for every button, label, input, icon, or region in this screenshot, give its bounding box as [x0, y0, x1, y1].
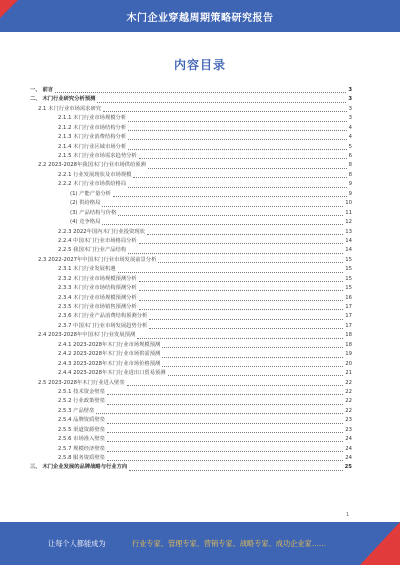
toc-entry-page: 12 — [345, 219, 352, 226]
toc-entry[interactable] — [26, 171, 352, 180]
toc-entry-title: 2.3.2 木门行业市场规模预测分析 — [58, 275, 137, 282]
toc-entry[interactable] — [26, 180, 352, 189]
toc-entry-page: 16 — [345, 294, 352, 301]
toc-entry-title: 2.5.8 服务资质壁垒 — [58, 455, 105, 462]
toc-entry-page: 11 — [345, 209, 352, 216]
toc-entry-page: 15 — [345, 275, 352, 282]
toc-entry-title: 2.2.5 我国木门行业产品结构 — [58, 247, 127, 254]
toc-entry-title: 2.3.7 中国木门行业市场发展趋势分析 — [58, 322, 148, 329]
toc-entry-page: 22 — [345, 398, 352, 405]
toc-entry[interactable] — [26, 369, 352, 378]
toc-entry-page: 3 — [348, 96, 352, 103]
toc-entry[interactable] — [26, 416, 352, 425]
toc-entry[interactable] — [26, 341, 352, 350]
toc-entry-page: 17 — [345, 313, 352, 320]
toc-entry-title: 2.1.5 木门行业市场需求趋势分析 — [58, 153, 137, 160]
toc-entry[interactable] — [26, 209, 352, 218]
toc-entry-title: 二、 木门行业研究分析预测 — [30, 96, 96, 103]
toc-entry[interactable] — [26, 397, 352, 406]
toc-entry-title: 2.5 2023-2028年木门行业进入壁垒 — [38, 379, 125, 386]
toc-entry[interactable] — [26, 152, 352, 161]
toc-dot-leader — [158, 262, 343, 263]
toc-entry-title: (3) 产品结构与价格 — [70, 209, 117, 216]
footer-slogan: 让每个人都能成为 — [48, 539, 106, 548]
toc-entry-title: 2.4 2023-2028年中国木门行业发展预测 — [38, 332, 136, 339]
toc-dot-leader — [107, 423, 343, 424]
toc-dot-leader — [55, 92, 346, 93]
toc-entry[interactable] — [26, 95, 352, 104]
toc-entry[interactable] — [26, 454, 352, 463]
toc-entry[interactable] — [26, 86, 352, 95]
toc-dot-leader — [107, 394, 343, 395]
toc-dot-leader — [168, 375, 344, 376]
footer-roles: 行业专家、管理专家、营销专家、战略专家、成功企业家…… — [132, 539, 327, 548]
toc-entry[interactable] — [26, 445, 352, 454]
toc-entry-title: 2.3 2022-2027年中国木门行业市场发展前景分析 — [38, 256, 157, 263]
toc-entry-page: 15 — [345, 256, 352, 263]
toc-entry-title: 2.5.1 技术资金壁垒 — [58, 388, 105, 395]
toc-dot-leader — [139, 300, 344, 301]
toc-entry[interactable] — [26, 114, 352, 123]
toc-dot-leader — [139, 281, 344, 282]
toc-entry-page: 24 — [345, 455, 352, 462]
toc-dot-leader — [107, 432, 343, 433]
toc-entry-title: 2.5.4 品牌资质壁垒 — [58, 417, 105, 424]
toc-dot-leader — [139, 243, 344, 244]
toc-entry-title: (2) 供给格局 — [70, 200, 101, 207]
toc-entry[interactable] — [26, 379, 352, 388]
toc-dot-leader — [113, 196, 347, 197]
toc-dot-leader — [139, 290, 344, 291]
toc-entry[interactable] — [26, 199, 352, 208]
toc-dot-leader — [148, 168, 347, 169]
toc-entry-page: 3 — [348, 105, 352, 112]
toc-dot-leader — [162, 366, 343, 367]
toc-dot-leader — [128, 139, 346, 140]
toc-entry-page: 3 — [348, 115, 352, 122]
toc-entry-page: 14 — [345, 237, 352, 244]
toc-entry-page: 17 — [345, 322, 352, 329]
toc-entry-page: 25 — [344, 464, 352, 471]
toc-entry[interactable] — [26, 143, 352, 152]
toc-entry-page: 8 — [348, 171, 352, 178]
toc-entry[interactable] — [26, 331, 352, 340]
toc-dot-leader — [102, 206, 343, 207]
toc-entry[interactable] — [26, 218, 352, 227]
toc-entry-page: 22 — [345, 388, 352, 395]
toc-entry-title: 2.3.4 木门行业市场规模预测分析 — [58, 294, 137, 301]
toc-entry[interactable] — [26, 350, 352, 359]
toc-entry-page: 4 — [348, 134, 352, 141]
toc-dot-leader — [162, 347, 343, 348]
toc-entry-page: 18 — [345, 332, 352, 339]
toc-entry-title: (1) 产能产量分析 — [70, 190, 111, 197]
toc-entry[interactable] — [26, 275, 352, 284]
document-title: 木门企业穿越周期策略研究报告 — [126, 13, 274, 24]
toc-dot-leader — [97, 102, 346, 103]
toc-entry[interactable] — [26, 388, 352, 397]
toc-entry-page: 14 — [345, 247, 352, 254]
toc-dot-leader — [118, 272, 344, 273]
toc-entry-page: 9 — [348, 190, 352, 197]
toc-dot-leader — [127, 385, 344, 386]
toc-entry-page: 18 — [345, 341, 352, 348]
document-header — [0, 0, 400, 32]
toc-entry-title: 2.4.1 2023-2028年木门行业市场规模预测 — [58, 341, 161, 348]
footer-red-accent — [360, 522, 400, 565]
toc-heading: 内容目录 — [173, 58, 226, 72]
toc-entry-page: 22 — [345, 379, 352, 386]
toc-entry-page: 8 — [348, 162, 352, 169]
toc-dot-leader — [149, 328, 343, 329]
toc-dot-leader — [128, 149, 346, 150]
toc-entry-title: 2.4.3 2023-2028年木门行业市场价格预测 — [58, 360, 161, 367]
toc-dot-leader — [107, 404, 343, 405]
toc-dot-leader — [162, 357, 343, 358]
toc-entry-page: 4 — [348, 124, 352, 131]
toc-entry-page: 5 — [348, 143, 352, 150]
toc-entry-title: 2.2.1 行业发展现状及市场规模 — [58, 171, 132, 178]
toc-entry[interactable] — [26, 464, 352, 473]
toc-entry-title: (4) 竞争格局 — [70, 219, 101, 226]
toc-entry-title: 2.3.6 木门行业产品消费结构预测分析 — [58, 313, 148, 320]
toc-entry-page: 21 — [345, 370, 352, 377]
toc-dot-leader — [118, 215, 343, 216]
toc-dot-leader — [102, 224, 343, 225]
toc-dot-leader — [103, 111, 347, 112]
toc-entry[interactable] — [26, 133, 352, 142]
toc-entry-page: 19 — [345, 351, 352, 358]
toc-entry-page: 3 — [348, 86, 352, 93]
toc-entry[interactable] — [26, 435, 352, 444]
toc-dot-leader — [128, 253, 343, 254]
toc-entry-page: 20 — [345, 360, 352, 367]
toc-entry[interactable] — [26, 360, 352, 369]
toc-entry-title: 2.4.4 2023-2028年木门行业进出口贸易预测 — [58, 370, 166, 377]
toc-dot-leader — [129, 470, 342, 471]
toc-dot-leader — [133, 177, 346, 178]
toc-entry-title: 一、 前言 — [30, 86, 54, 93]
toc-entry[interactable] — [26, 265, 352, 274]
toc-entry-page: 15 — [345, 285, 352, 292]
toc-dot-leader — [96, 413, 343, 414]
toc-entry-title: 2.1.4 木门行业区域市场分析 — [58, 143, 127, 150]
toc-dot-leader — [149, 319, 343, 320]
toc-entry-title: 三、 木门企业发展的品牌战略与行业方向 — [30, 464, 128, 471]
toc-entry[interactable] — [26, 124, 352, 133]
toc-dot-leader — [128, 130, 346, 131]
toc-entry[interactable] — [26, 426, 352, 435]
toc-entry-title: 2.5.7 规模经济壁垒 — [58, 445, 105, 452]
toc-entry-page: 6 — [348, 153, 352, 160]
toc-entry-title: 2.2.2 木门行业市场供给格局 — [58, 181, 127, 188]
toc-entry-title: 2.5.2 行业政策壁垒 — [58, 398, 105, 405]
toc-dot-leader — [139, 158, 347, 159]
toc-entry-page: 22 — [345, 407, 352, 414]
toc-entry-title: 2.5.5 渠道资源壁垒 — [58, 426, 105, 433]
toc-entry-title: 2.2 2023-2028年我国木门行业市场供给预测 — [38, 162, 146, 169]
toc-entry-title: 2.5.6 市场准入壁垒 — [58, 436, 105, 443]
toc-entry-page: 24 — [345, 445, 352, 452]
toc-entry-page: 24 — [345, 436, 352, 443]
toc-entry[interactable] — [26, 162, 352, 171]
toc-entry-page: 9 — [348, 181, 352, 188]
toc-dot-leader — [128, 121, 346, 122]
toc-entry[interactable] — [26, 105, 352, 114]
page-number: 1 — [346, 512, 350, 518]
toc-entry[interactable] — [26, 303, 352, 312]
toc-entry[interactable] — [26, 246, 352, 255]
toc-dot-leader — [139, 309, 344, 310]
toc-entry[interactable] — [26, 256, 352, 265]
toc-entry-page: 23 — [345, 417, 352, 424]
toc-entry[interactable] — [26, 190, 352, 199]
toc-dot-leader — [107, 451, 343, 452]
toc-entry-page: 13 — [345, 228, 352, 235]
toc-entry-title: 2.1 木门行业市场需求研究 — [38, 105, 102, 112]
toc-dot-leader — [128, 187, 346, 188]
toc-entry-page: 15 — [345, 266, 352, 273]
toc-entry[interactable] — [26, 228, 352, 237]
toc-entry[interactable] — [26, 237, 352, 246]
toc-entry-title: 2.3.5 木门行业市场销售预测分析 — [58, 304, 137, 311]
toc-entry-title: 2.3.1 木门行业发展机遇 — [58, 266, 116, 273]
toc-entry[interactable] — [26, 407, 352, 416]
toc-entry[interactable] — [26, 313, 352, 322]
toc-entry-title: 2.1.2 木门行业市场结构分析 — [58, 124, 127, 131]
toc-entry-title: 2.4.2 2023-2028年木门行业市场供需预测 — [58, 351, 161, 358]
toc-entry[interactable] — [26, 294, 352, 303]
toc-entry-page: 10 — [345, 200, 352, 207]
toc-entry[interactable] — [26, 322, 352, 331]
toc-dot-leader — [147, 234, 343, 235]
toc-entry-title: 2.2.3 2022年国内木门行业投资现状 — [58, 228, 145, 235]
toc-dot-leader — [107, 460, 343, 461]
toc-entry-title: 2.1.1 木门行业市场规模分析 — [58, 115, 127, 122]
toc-entry-title: 2.3.3 木门行业市场结构预测分析 — [58, 285, 137, 292]
toc-entry-title: 2.2.4 中国木门行业市场格局分析 — [58, 237, 137, 244]
document-footer — [0, 522, 400, 565]
toc-entry-page: 17 — [345, 304, 352, 311]
toc-dot-leader — [107, 441, 343, 442]
toc-dot-leader — [137, 338, 343, 339]
toc-entry[interactable] — [26, 284, 352, 293]
toc-entry-title: 2.1.3 木门行业消费结构分析 — [58, 134, 127, 141]
toc-entry-page: 23 — [345, 426, 352, 433]
toc-entry-title: 2.5.3 产品壁垒 — [58, 407, 95, 414]
table-of-contents — [26, 86, 352, 473]
